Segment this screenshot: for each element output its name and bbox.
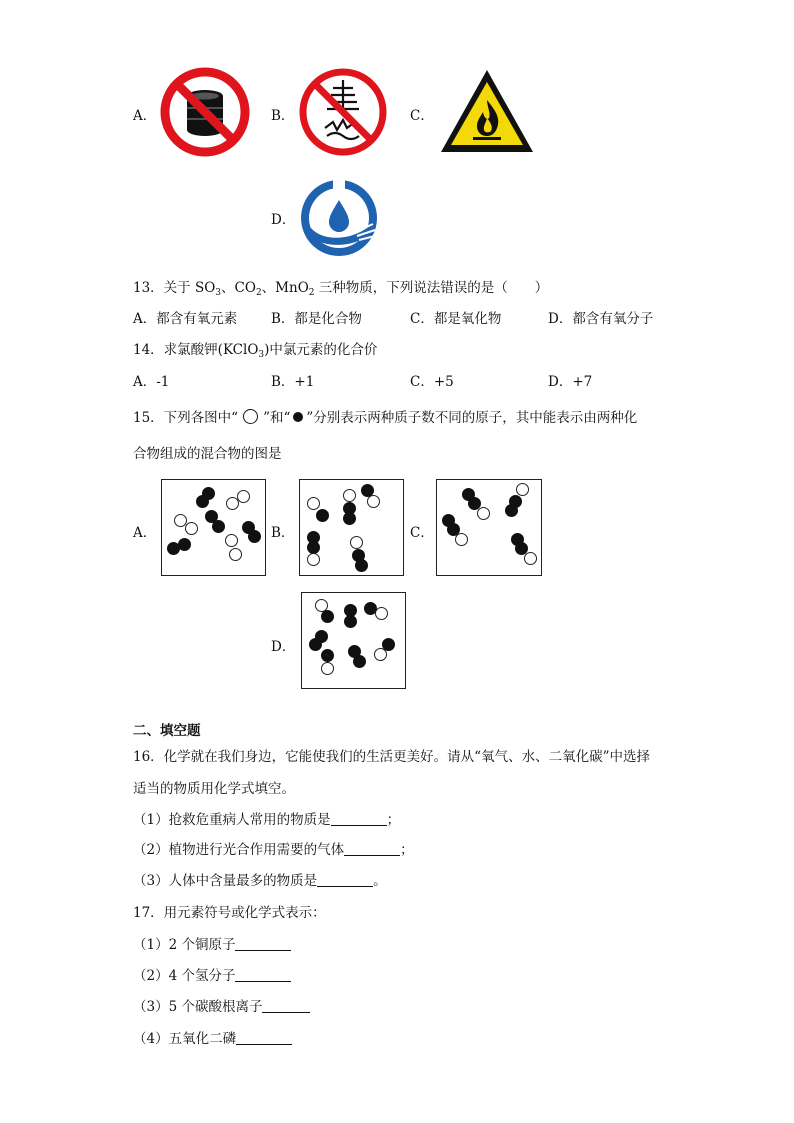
atom [185, 522, 198, 535]
atom [353, 655, 366, 668]
q13-option-a: A．都含有氧元素 [133, 311, 238, 327]
atom [307, 553, 320, 566]
q14-option-a: A．-1 [133, 374, 170, 390]
atom [178, 538, 191, 551]
no-fireworks-sign-icon [297, 66, 389, 158]
q13-option-d: D．都含有氧分子 [548, 311, 654, 327]
q15-option-a-label: A． [133, 525, 157, 541]
no-oil-drum-sign-icon [159, 66, 251, 158]
atom [307, 497, 320, 510]
q15-diagram-a [161, 479, 266, 576]
q13-option-c: C．都是氧化物 [410, 311, 502, 327]
atom [321, 610, 334, 623]
q15-option-b-label: B． [271, 525, 295, 541]
q16-item-3: （3）人体中含量最多的物质是 。 [133, 873, 387, 889]
atom [524, 552, 537, 565]
white-atom-icon [243, 409, 258, 424]
q14-option-d: D．+7 [548, 374, 593, 390]
q17-item-1: （1）2 个铜原子 [133, 933, 291, 953]
q15-stem-line2: 合物组成的混合物的图是 [133, 446, 282, 462]
q16-item-1: （1）抢救危重病人常用的物质是 ； [133, 812, 401, 828]
section-title-fill-in: 二、填空题 [133, 723, 201, 739]
atom [455, 533, 468, 546]
q12-option-b-label: B． [271, 108, 295, 124]
atom [225, 534, 238, 547]
q15-stem-line1: 15．下列各图中“ ”和“ ”分别表示两种质子数不同的原子，其中能表示由两种化 [133, 410, 638, 426]
atom [505, 504, 518, 517]
q17-stem: 17．用元素符号或化学式表示： [133, 905, 326, 921]
q15-option-c-label: C． [410, 525, 434, 541]
q16-stem-line2: 适当的物质用化学式填空。 [133, 781, 295, 797]
answer-blank[interactable] [236, 1031, 292, 1045]
atom [343, 489, 356, 502]
atom [212, 520, 225, 533]
q15-diagram-c [436, 479, 542, 576]
q17-item-2: （2）4 个氢分子 [133, 964, 291, 984]
answer-blank[interactable] [331, 812, 387, 826]
atom [375, 607, 388, 620]
q16-stem-line1: 16．化学就在我们身边，它能使我们的生活更美好。请从“氧气、水、二氧化碳”中选择 [133, 749, 650, 765]
atom [316, 509, 329, 522]
atom [367, 495, 380, 508]
atom [344, 615, 357, 628]
flammable-warning-sign-icon [437, 66, 537, 156]
black-atom-icon [293, 412, 303, 422]
atom [343, 512, 356, 525]
q17-item-4: （4）五氧化二磷 [133, 1027, 292, 1047]
q15-diagram-b [299, 479, 404, 576]
answer-blank[interactable] [262, 999, 310, 1013]
atom [321, 662, 334, 675]
q14-option-c: C．+5 [410, 374, 454, 390]
q14-option-b: B．+1 [271, 374, 315, 390]
atom [355, 559, 368, 572]
atom [309, 638, 322, 651]
atom [248, 530, 261, 543]
water-saving-sign-icon [297, 176, 381, 260]
atom [516, 483, 529, 496]
q16-item-2: （2）植物进行光合作用需要的气体 ； [133, 842, 414, 858]
q12-option-a-label: A． [133, 108, 157, 124]
atom [350, 536, 363, 549]
answer-blank[interactable] [235, 968, 291, 982]
atom [374, 648, 387, 661]
atom [229, 548, 242, 561]
atom [202, 487, 215, 500]
answer-blank[interactable] [235, 937, 291, 951]
q17-item-3: （3）5 个碳酸根离子 [133, 995, 310, 1015]
atom [321, 649, 334, 662]
q13-option-b: B．都是化合物 [271, 311, 362, 327]
q12-option-d-label: D． [271, 212, 296, 228]
atom [237, 490, 250, 503]
atom [477, 507, 490, 520]
answer-blank[interactable] [317, 873, 373, 887]
answer-blank[interactable] [344, 842, 400, 856]
q12-option-c-label: C． [410, 108, 434, 124]
q15-option-d-label: D． [271, 639, 296, 655]
q15-diagram-d [301, 592, 406, 689]
q14-stem: 14．求氯酸钾(KClO$_3$)中氯元素的化合价 [133, 342, 378, 360]
q13-stem: 13．关于 $SO_3$、$CO_2$、MnO$_2$ 三种物质，下列说法错误的是（ ） [133, 280, 549, 298]
